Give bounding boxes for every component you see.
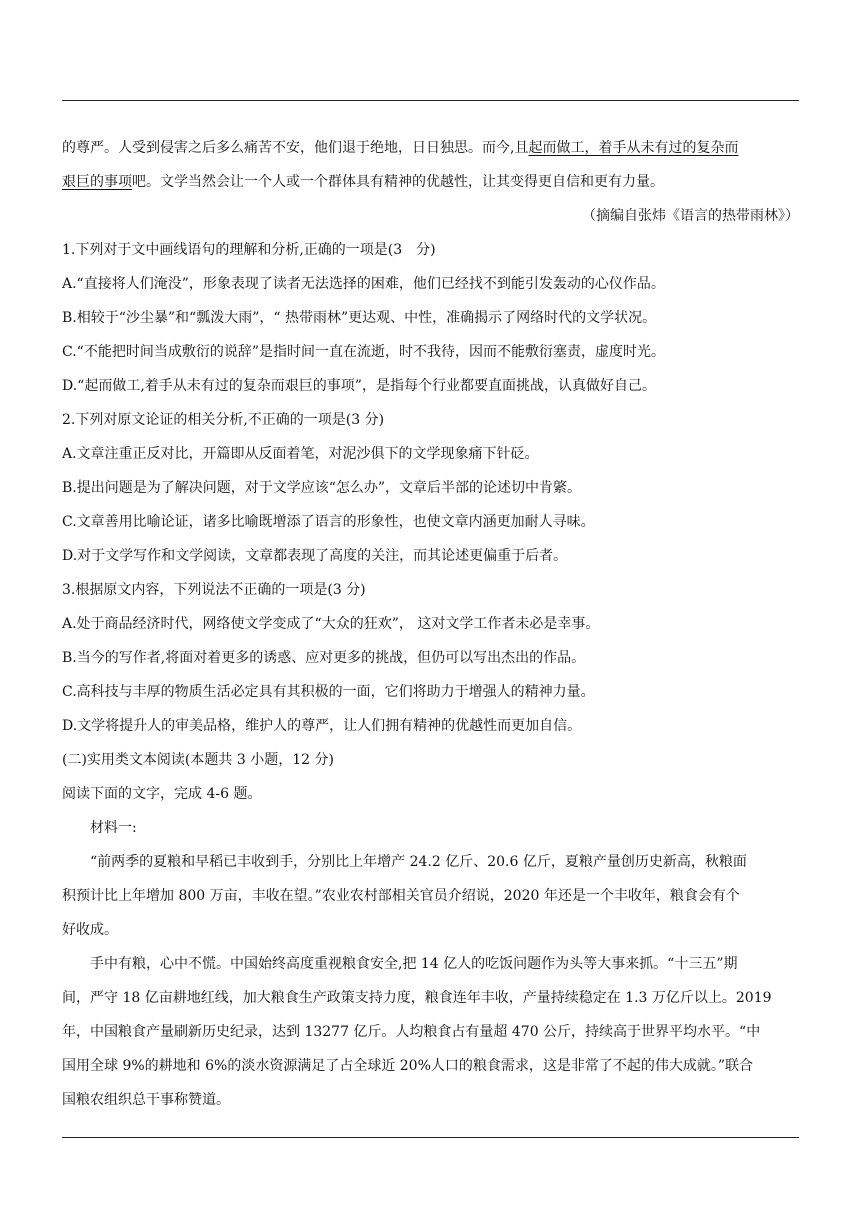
text-segment: 间，严守 18 亿亩耕地红线，加大粮食生产政策支持力度，粮食连年丰收，产量持续稳定在 1.3 万亿斤以上。2019 <box>62 990 772 1006</box>
text-line <box>62 777 799 811</box>
text-line <box>62 131 799 165</box>
text-line <box>62 913 799 947</box>
text-line <box>62 335 799 369</box>
text-segment: 3.根据原文内容，下列说法不正确的一项是(3 分) <box>62 582 366 598</box>
text-segment: D.“起而做工,着手从未有过的复杂而艰巨的事项”，是指每个行业都要直面挑战，认真做好自己。 <box>62 378 656 394</box>
text-segment: 积预计比上年增加 800 万亩，丰收在望。”农业农村部相关官员介绍说，2020 年还是一个丰收年，粮食会有个 <box>62 888 740 904</box>
text-segment: 国用全球 9%的耕地和 6%的淡水资源满足了占全球近 20%人口的粮食需求，这是非常了不起的伟大成就。”联合 <box>62 1058 754 1074</box>
text-segment: D.文学将提升人的审美品格，维护人的尊严，让人们拥有精神的优越性而更加自信。 <box>62 718 582 734</box>
text-line <box>62 981 799 1015</box>
text-segment: A.“直接将人们淹没”，形象表现了读者无法选择的困难，他们已经找不到能引发轰动的心仪作品。 <box>62 276 665 292</box>
text-line <box>62 811 799 845</box>
footer-rule <box>62 1137 799 1138</box>
text-segment: 好收成。 <box>62 922 118 938</box>
text-line <box>62 1015 799 1049</box>
document-body <box>62 131 799 1117</box>
text-segment: B.相较于“沙尘暴”和“瓢泼大雨”，“ 热带雨林”更达观、中性，准确揭示了网络时代的文学状况。 <box>62 310 657 326</box>
text-line <box>62 369 799 403</box>
text-line <box>62 641 799 675</box>
text-line <box>62 233 799 267</box>
text-segment: A.文章注重正反对比，开篇即从反面着笔，对泥沙俱下的文学现象痛下针砭。 <box>62 446 539 462</box>
underlined-phrase: 起而做工，着手从未有过的复杂而 <box>528 140 739 156</box>
text-segment: D.对于文学写作和文学阅读，文章都表现了高度的关注，而其论述更偏重于后者。 <box>62 548 568 564</box>
text-line <box>62 1049 799 1083</box>
text-line <box>62 1083 799 1117</box>
text-segment: 阅读下面的文字，完成 4-6 题。 <box>62 786 262 802</box>
text-segment: 2.下列对原文论证的相关分析,不正确的一项是(3 分) <box>62 412 385 428</box>
text-line <box>62 947 799 981</box>
header-rule <box>62 100 799 101</box>
text-segment: B.提出问题是为了解决问题，对于文学应该“怎么办”，文章后半部的论述切中肯綮。 <box>62 480 582 496</box>
text-segment: A.处于商品经济时代，网络使文学变成了“大众的狂欢”， 这对文学工作者未必是幸事。 <box>62 616 600 632</box>
text-line <box>62 301 799 335</box>
text-segment: 1.下列对于文中画线语句的理解和分析,正确的一项是(3 分) <box>62 242 436 258</box>
text-segment: 国粮农组织总干事称赞道。 <box>62 1092 230 1108</box>
text-line <box>62 675 799 709</box>
text-line <box>62 879 799 913</box>
text-line <box>62 743 799 777</box>
text-segment: C.高科技与丰厚的物质生活必定具有其积极的一面，它们将助力于增强人的精神力量。 <box>62 684 595 700</box>
text-segment: 的尊严。人受到侵害之后多么痛苦不安，他们退于绝地，日日独思。而今,且 <box>62 140 529 156</box>
text-segment: 手中有粮，心中不慌。中国始终高度重视粮食安全,把 14 亿人的吃饭问题作为头等大事来抓。“十三五”期 <box>90 956 738 972</box>
text-segment: (二)实用类文本阅读(本题共 3 小题，12 分) <box>62 752 334 768</box>
text-segment: C.文章善用比喻论证，诸多比喻既增添了语言的形象性，也使文章内涵更加耐人寻味。 <box>62 514 595 530</box>
text-line <box>62 471 799 505</box>
text-segment: 材料一: <box>90 820 137 836</box>
text-segment: （摘编自张炜《语言的热带雨林》） <box>582 208 799 224</box>
text-line <box>62 199 799 233</box>
text-line <box>62 573 799 607</box>
text-line <box>62 539 799 573</box>
text-segment: 年，中国粮食产量刷新历史纪录，达到 13277 亿斤。人均粮食占有量超 470 公斤，持续高于世界平均水平。“中 <box>62 1024 761 1040</box>
text-segment: B.当今的写作者,将面对着更多的诱惑、应对更多的挑战，但仍可以写出杰出的作品。 <box>62 650 586 666</box>
text-segment: C.“不能把时间当成敷衍的说辞”是指时间一直在流逝，时不我待，因而不能敷衍塞责，虚度时光。 <box>62 344 665 360</box>
text-line <box>62 267 799 301</box>
text-line <box>62 607 799 641</box>
text-line <box>62 505 799 539</box>
text-line <box>62 403 799 437</box>
underlined-phrase: 艰巨的事项 <box>62 174 132 190</box>
text-segment: “前两季的夏粮和早稻已丰收到手，分别比上年增产 24.2 亿斤、20.6 亿斤，夏粮产量创历史新高，秋粮面 <box>90 854 747 870</box>
text-line <box>62 709 799 743</box>
text-line <box>62 845 799 879</box>
text-segment: 吧。文学当然会让一个人或一个群体具有精神的优越性，让其变得更自信和更有力量。 <box>132 174 664 190</box>
text-line <box>62 437 799 471</box>
text-line <box>62 165 799 199</box>
